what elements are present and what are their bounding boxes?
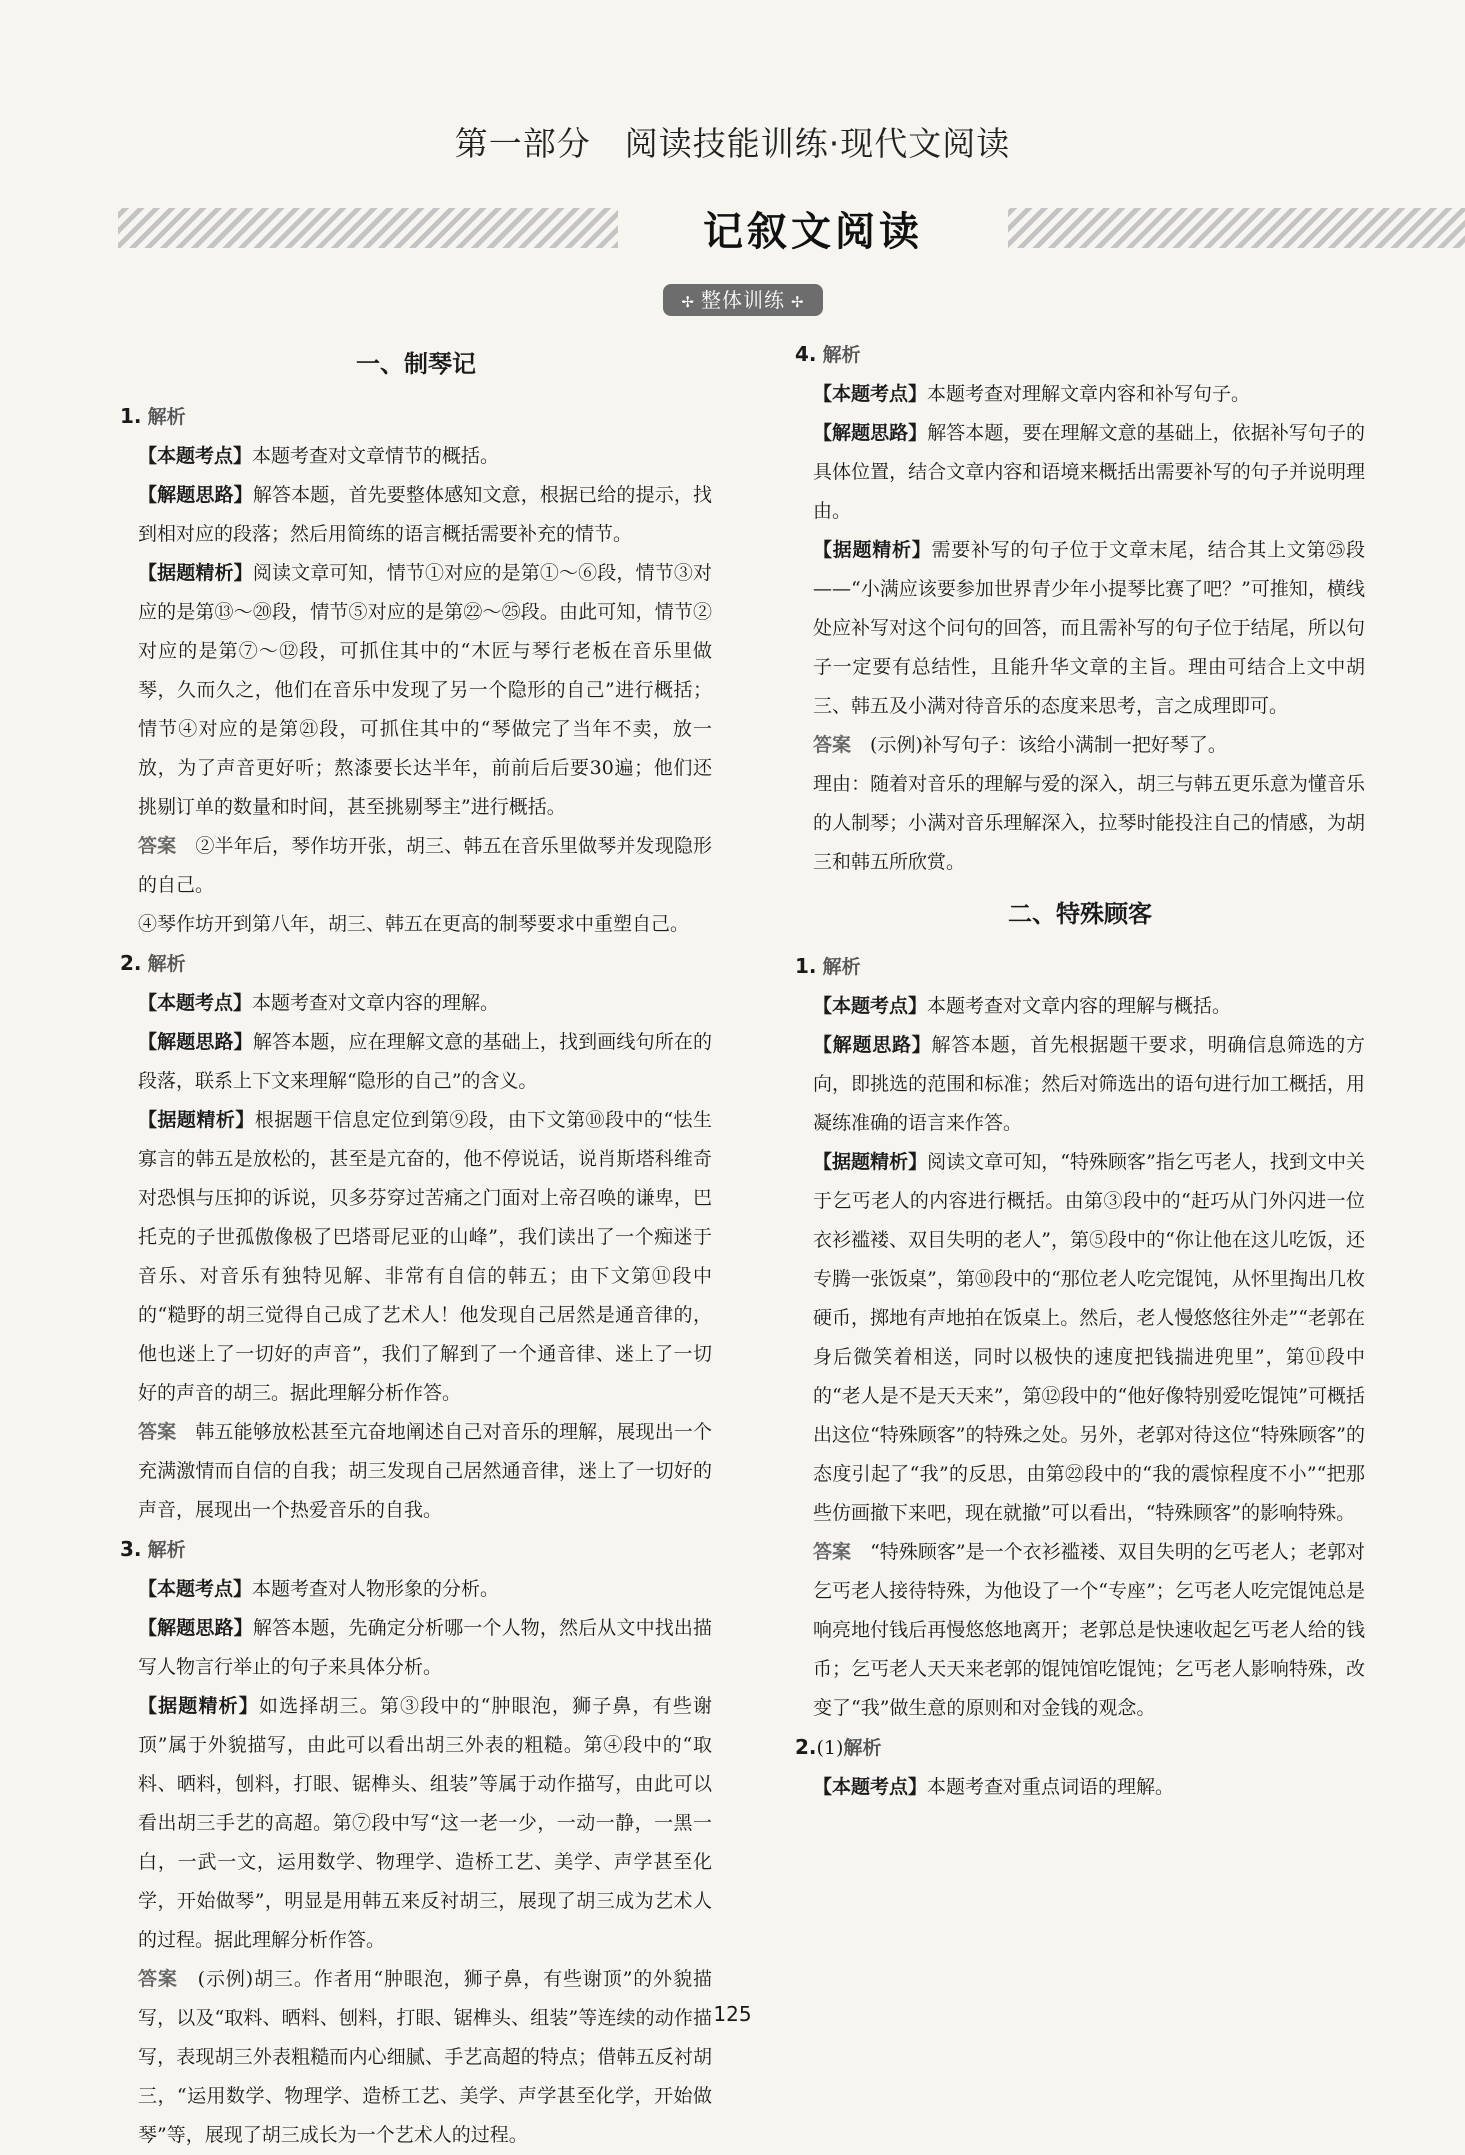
jingxi-tag: 【据题精析】 bbox=[138, 1695, 259, 1717]
question-4 bbox=[795, 335, 1365, 882]
question-number: 1. bbox=[120, 404, 142, 428]
answer-text: “特殊顾客”是一个衣衫褴褛、双目失明的乞丐老人；老郭对乞丐老人接待特殊，为他设了一个“专座”；乞丐老人吃完馄饨总是响亮地付钱后再慢悠悠地离开；老郭总是快速收起乞丐老人给的钱币；乞丐老人天天来老郭的馄饨馆吃馄饨；乞丐老人影响特殊，改变了“我”做生意的原则和对金钱的观念。 bbox=[813, 1541, 1365, 1719]
question-number: 2. bbox=[795, 1735, 817, 1759]
answer-label: 答案 bbox=[138, 1421, 177, 1443]
sparkle-icon: ✢ bbox=[681, 293, 695, 311]
banner-stripes-right bbox=[1008, 208, 1465, 248]
silu-text: 解答本题，首先要整体感知文意，根据已给的提示，找到相对应的段落；然后用简练的语言概括需要补充的情节。 bbox=[138, 484, 712, 545]
banner-stripes-left bbox=[118, 208, 618, 248]
jingxi-text: 阅读文章可知，“特殊顾客”指乞丐老人，找到文中关于乞丐老人的内容进行概括。由第③段中的“赶巧从门外闪进一位衣衫褴褛、双目失明的老人”，第⑤段中的“你让他在这儿吃饭，还专腾一张饭桌”，第⑩段中的“那位老人吃完馄饨，从怀里掏出几枚硬币，掷地有声地拍在饭桌上。然后，老人慢悠悠往外走”“老郭在身后微笑着相送，同时以极快的速度把钱揣进兜里”，第⑪段中的“老人是不是天天来”，第⑫段中的“他好像特别爱吃馄饨”可概括出这位“特殊顾客”的特殊之处。另外，老郭对待这位“特殊顾客”的态度引起了“我”的反思，由第㉒段中的“我的震惊程度不小”“把那些仿画撤下来吧，现在就撤”可以看出，“特殊顾客”的影响特殊。 bbox=[813, 1151, 1365, 1524]
sub-question-number: (1) bbox=[816, 1737, 844, 1759]
answer-text: (示例)胡三。作者用“肿眼泡，狮子鼻，有些谢顶”的外貌描写，以及“取料、晒料、刨料，打眼、锯榫头、组装”等连续的动作描写，表现胡三外表粗糙而内心细腻、手艺高超的特点；借韩五反衬胡三，“运用数学、物理学、造桥工艺、美学、声学甚至化学，开始做琴”等，展现了胡三成长为一个艺术人的过程。 bbox=[138, 1968, 712, 2146]
kaodian-tag: 【本题考点】 bbox=[813, 995, 928, 1017]
silu-tag: 【解题思路】 bbox=[138, 1617, 253, 1639]
section2-question-1 bbox=[795, 947, 1365, 1728]
sparkle-icon: ✢ bbox=[791, 293, 805, 311]
analysis-label: 解析 bbox=[147, 406, 186, 428]
answer-label: 答案 bbox=[813, 734, 852, 756]
question-number: 1. bbox=[795, 954, 817, 978]
jingxi-tag: 【据题精析】 bbox=[813, 1151, 928, 1173]
answer-text: ④琴作坊开到第八年，胡三、韩五在更高的制琴要求中重塑自己。 bbox=[138, 913, 690, 935]
analysis-label: 解析 bbox=[822, 344, 861, 366]
silu-text: 解答本题，要在理解文意的基础上，依据补写句子的具体位置，结合文章内容和语境来概括出需要补写的句子并说明理由。 bbox=[813, 422, 1365, 522]
kaodian-text: 本题考查对文章内容的理解。 bbox=[252, 992, 500, 1014]
question-number: 4. bbox=[795, 342, 817, 366]
jingxi-tag: 【据题精析】 bbox=[138, 1109, 255, 1131]
answer-text: 韩五能够放松甚至亢奋地阐述自己对音乐的理解，展现出一个充满激情而自信的自我；胡三发现自己居然通音律，迷上了一切好的声音，展现出一个热爱音乐的自我。 bbox=[138, 1421, 712, 1521]
answer-label: 答案 bbox=[138, 1968, 178, 1990]
left-column bbox=[120, 338, 712, 2155]
silu-tag: 【解题思路】 bbox=[813, 1034, 932, 1056]
jingxi-text: 需要补写的句子位于文章末尾，结合其上文第㉕段——“小满应该要参加世界青少年小提琴比赛了吧？”可推知，横线处应补写对这个问句的回答，而且需补写的句子位于结尾，所以句子一定要有总结性，且能升华文章的主旨。理由可结合上文中胡三、韩五及小满对待音乐的态度来思考，言之成理即可。 bbox=[813, 539, 1365, 717]
section2-question-2 bbox=[795, 1728, 1365, 1807]
kaodian-text: 本题考查对人物形象的分析。 bbox=[252, 1578, 500, 1600]
answer-label: 答案 bbox=[813, 1541, 852, 1563]
jingxi-text: 阅读文章可知，情节①对应的是第①～⑥段，情节③对应的是第⑬～⑳段，情节⑤对应的是第㉒～㉕段。由此可知，情节②对应的是第⑦～⑫段，可抓住其中的“木匠与琴行老板在音乐里做琴，久而久之，他们在音乐中发现了另一个隐形的自己”进行概括；情节④对应的是第㉑段，可抓住其中的“琴做完了当年不卖，放一放，为了声音更好听；熬漆要长达半年，前前后后要30遍；他们还挑剔订单的数量和时间，甚至挑剔琴主”进行概括。 bbox=[138, 562, 712, 818]
answer-text: (示例)补写句子：该给小满制一把好琴了。 bbox=[870, 734, 1227, 756]
right-column bbox=[795, 335, 1365, 1807]
kaodian-text: 本题考查对文章内容的理解与概括。 bbox=[927, 995, 1232, 1017]
jingxi-text: 如选择胡三。第③段中的“肿眼泡，狮子鼻，有些谢顶”属于外貌描写，由此可以看出胡三外表的粗糙。第④段中的“取料、晒料，刨料，打眼、锯榫头、组装”等属于动作描写，由此可以看出胡三手艺的高超。第⑦段中写“这一老一少，一动一静，一黑一白，一武一文，运用数学、物理学、造桥工艺、美学、声学甚至化学，开始做琴”，明显是用韩五来反衬胡三，展现了胡三成为艺术人的过程。据此理解分析作答。 bbox=[138, 1695, 712, 1951]
kaodian-text: 本题考查对文章情节的概括。 bbox=[252, 445, 500, 467]
section-title-1: 一、制琴记 bbox=[356, 349, 476, 378]
silu-text: 解答本题，应在理解文意的基础上，找到画线句所在的段落，联系上下文来理解“隐形的自己”的含义。 bbox=[138, 1031, 712, 1092]
answer-text: 理由：随着对音乐的理解与爱的深入，胡三与韩五更乐意为懂音乐的人制琴；小满对音乐理解深入，拉琴时能投注自己的情感，为胡三和韩五所欣赏。 bbox=[813, 773, 1365, 873]
analysis-label: 解析 bbox=[147, 953, 186, 975]
banner-title: 记叙文阅读 bbox=[703, 209, 923, 255]
kaodian-tag: 【本题考点】 bbox=[138, 1578, 253, 1600]
silu-text: 解答本题，首先根据题干要求，明确信息筛选的方向，即挑选的范围和标准；然后对筛选出的语句进行加工概括，用凝练准确的语言来作答。 bbox=[813, 1034, 1365, 1134]
training-pill bbox=[663, 284, 823, 316]
part-title: 第一部分 阅读技能训练·现代文阅读 bbox=[454, 124, 1011, 163]
kaodian-tag: 【本题考点】 bbox=[813, 1776, 928, 1798]
jingxi-text: 根据题干信息定位到第⑨段，由下文第⑩段中的“怯生寡言的韩五是放松的，甚至是亢奋的，他不停说话，说肖斯塔科维奇对恐惧与压抑的诉说，贝多芬穿过苦痛之门面对上帝召唤的谦卑，巴托克的子世孤傲像极了巴塔哥尼亚的山峰”，我们读出了一个痴迷于音乐、对音乐有独特见解、非常有自信的韩五；由下文第⑪段中的“糙野的胡三觉得自己成了艺术人！他发现自己居然是通音律的，他也迷上了一切好的声音”，我们了解到了一个通音律、迷上了一切好的声音的胡三。据此理解分析作答。 bbox=[138, 1109, 712, 1404]
page-number: 125 bbox=[713, 2002, 752, 2026]
kaodian-text: 本题考查对重点词语的理解。 bbox=[927, 1776, 1175, 1798]
kaodian-tag: 【本题考点】 bbox=[138, 445, 253, 467]
silu-tag: 【解题思路】 bbox=[813, 422, 928, 444]
jingxi-tag: 【据题精析】 bbox=[813, 539, 932, 561]
silu-text: 解答本题，先确定分析哪一个人物，然后从文中找出描写人物言行举止的句子来具体分析。 bbox=[138, 1617, 712, 1678]
section-title-2: 二、特殊顾客 bbox=[1008, 899, 1152, 928]
question-1 bbox=[120, 397, 712, 944]
question-number: 3. bbox=[120, 1537, 142, 1561]
analysis-label: 解析 bbox=[147, 1539, 186, 1561]
kaodian-text: 本题考查对理解文章内容和补写句子。 bbox=[927, 383, 1251, 405]
analysis-label: 解析 bbox=[822, 956, 861, 978]
answer-label: 答案 bbox=[138, 835, 177, 857]
section-banner bbox=[118, 200, 1465, 262]
answer-text: ②半年后，琴作坊开张，胡三、韩五在音乐里做琴并发现隐形的自己。 bbox=[138, 835, 712, 896]
jingxi-tag: 【据题精析】 bbox=[138, 562, 253, 584]
pill-label: 整体训练 bbox=[701, 288, 785, 312]
question-2 bbox=[120, 944, 712, 1530]
question-3 bbox=[120, 1530, 712, 2155]
silu-tag: 【解题思路】 bbox=[138, 484, 253, 506]
question-number: 2. bbox=[120, 951, 142, 975]
kaodian-tag: 【本题考点】 bbox=[813, 383, 928, 405]
analysis-label: 解析 bbox=[843, 1737, 882, 1759]
silu-tag: 【解题思路】 bbox=[138, 1031, 253, 1053]
kaodian-tag: 【本题考点】 bbox=[138, 992, 253, 1014]
